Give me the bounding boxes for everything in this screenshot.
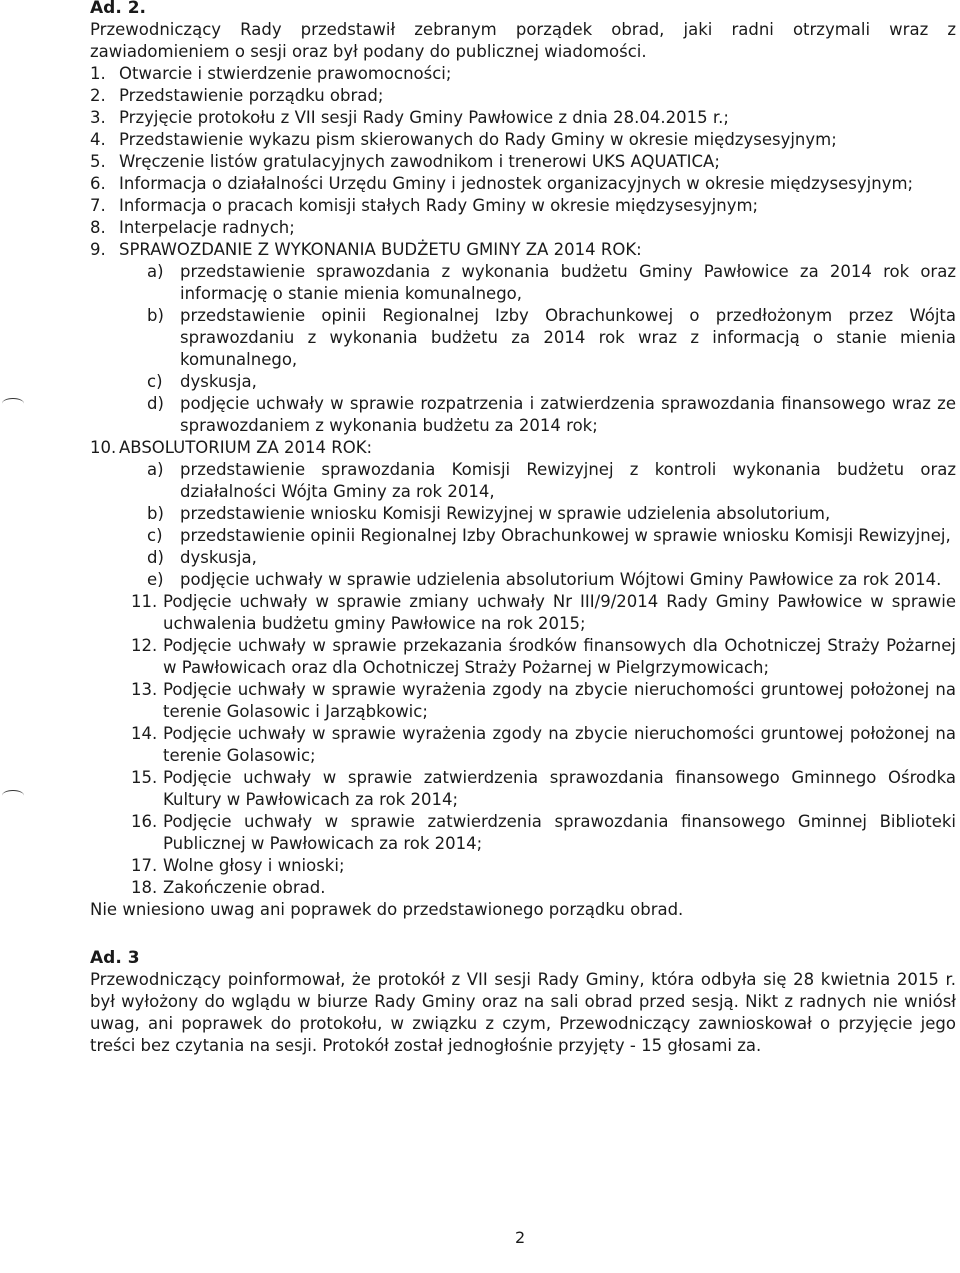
agenda-item (90, 63, 956, 85)
agenda-item (90, 107, 956, 129)
agenda-item (131, 591, 956, 635)
item-number: a) (147, 460, 164, 479)
page-number: 2 (515, 1228, 526, 1247)
agenda-item (131, 877, 956, 899)
agenda-item (131, 767, 956, 811)
item-text: Interpelacje radnych; (119, 218, 295, 237)
section-heading-ad2: Ad. 2. (90, 0, 146, 18)
item-text: przedstawienie opinii Regionalnej Izby Obrachunkowej w sprawie wniosku Komisji Rewizyjnej, (180, 526, 951, 545)
item-number: 12. (131, 636, 158, 655)
item-number: 5. (90, 152, 106, 171)
sub-item (147, 371, 956, 393)
margin-mark (2, 398, 24, 409)
item-number: d) (147, 394, 164, 413)
item-number: d) (147, 548, 164, 567)
document-page (90, 0, 956, 1057)
item-text: Informacja o działalności Urzędu Gminy i jednostek organizacyjnych w okresie międzysesyjnym; (119, 174, 914, 193)
item-text: Otwarcie i stwierdzenie prawomocności; (119, 64, 452, 83)
item-number: c) (147, 372, 163, 391)
item-text: Podjęcie uchwały w sprawie zatwierdzenia sprawozdania finansowego Gminnego Ośrodka Kultury w Pawłowicach za rok 2014; (163, 768, 956, 809)
item-number: b) (147, 504, 164, 523)
agenda-item (90, 217, 956, 239)
ad3-text: Przewodniczący poinformował, że protokół z VII sesji Rady Gminy, która odbyła się 28 kwietnia 2015 r. był wyłożony do wglądu w biurze Rady Gminy oraz na sali obrad przed sesją. Nikt z radnych nie wniósł uwag, ani poprawek do protokołu, w związku z czym, Przewodniczący zawnioskował o przyjęcie jego treści bez czytania na sesji. Protokół został jednogłośnie przyjęty - 15 głosami za. (90, 970, 956, 1055)
agenda-item (90, 85, 956, 107)
item-number: 14. (131, 724, 158, 743)
item-text: Przedstawienie porządku obrad; (119, 86, 384, 105)
item10-sublist (90, 459, 956, 591)
item-number: 4. (90, 130, 106, 149)
item-number: 9. (90, 240, 106, 259)
item-number: 8. (90, 218, 106, 237)
sub-item (147, 569, 956, 591)
ad2-closing: Nie wniesiono uwag ani poprawek do przedstawionego porządku obrad. (90, 900, 684, 919)
item-text: Informacja o pracach komisji stałych Rady Gminy w okresie międzysesyjnym; (119, 196, 759, 215)
agenda-item (131, 679, 956, 723)
item-text: Podjęcie uchwały w sprawie przekazania środków finansowych dla Ochotniczej Straży Pożarnej w Pawłowicach oraz dla Ochotniczej Straży Pożarnej w Pielgrzymowicach; (163, 636, 956, 677)
item-text: przedstawienie sprawozdania z wykonania budżetu Gminy Pawłowice za 2014 rok oraz informację o stanie mienia komunalnego, (180, 262, 956, 303)
agenda-list-continued (90, 591, 956, 899)
item-text: Zakończenie obrad. (163, 878, 326, 897)
sub-item (147, 525, 956, 547)
item-text: przedstawienie sprawozdania Komisji Rewizyjnej z kontroli wykonania budżetu oraz działalności Wójta Gminy za rok 2014, (180, 460, 956, 501)
item-number: 2. (90, 86, 106, 105)
agenda-item (131, 855, 956, 877)
sub-item (147, 261, 956, 305)
agenda-list (90, 63, 956, 261)
item-number: 1. (90, 64, 106, 83)
item-text: ABSOLUTORIUM ZA 2014 ROK: (119, 438, 373, 457)
agenda-item (90, 173, 956, 195)
item-number: 6. (90, 174, 106, 193)
agenda-item-10 (90, 437, 956, 459)
item-number: c) (147, 526, 163, 545)
item-number: 7. (90, 196, 106, 215)
item-text: podjęcie uchwały w sprawie rozpatrzenia i zatwierdzenia sprawozdania finansowego wraz ze sprawozdaniem z wykonania budżetu za 2014 rok; (180, 394, 956, 435)
item-text: dyskusja, (180, 548, 257, 567)
margin-mark (2, 790, 24, 801)
item-text: przedstawienie wniosku Komisji Rewizyjnej w sprawie udzielenia absolutorium, (180, 504, 831, 523)
item-number: 17. (131, 856, 158, 875)
item-text: przedstawienie opinii Regionalnej Izby Obrachunkowej o przedłożonym przez Wójta sprawozdaniu z wykonania budżetu za 2014 rok wraz z informacją o stanie mienia komunalnego, (180, 306, 956, 369)
item-text: Przedstawienie wykazu pism skierowanych do Rady Gminy w okresie międzysesyjnym; (119, 130, 837, 149)
item-number: 3. (90, 108, 106, 127)
agenda-item (90, 151, 956, 173)
item-number: 10. (90, 438, 117, 457)
agenda-item (131, 635, 956, 679)
item-text: Podjęcie uchwały w sprawie wyrażenia zgody na zbycie nieruchomości gruntowej położonej na terenie Golasowic; (163, 724, 956, 765)
agenda-item (90, 195, 956, 217)
item-text: Wręczenie listów gratulacyjnych zawodnikom i trenerowi UKS AQUATICA; (119, 152, 720, 171)
agenda-item (90, 239, 956, 261)
agenda-item (90, 129, 956, 151)
sub-item (147, 459, 956, 503)
section-heading-ad3: Ad. 3 (90, 948, 140, 968)
item-text: Podjęcie uchwały w sprawie zatwierdzenia sprawozdania finansowego Gminnej Biblioteki Publicznej w Pawłowicach za rok 2014; (163, 812, 956, 853)
item-text: SPRAWOZDANIE Z WYKONANIA BUDŻETU GMINY ZA 2014 ROK: (119, 240, 642, 259)
item-number: b) (147, 306, 164, 325)
item-number: 15. (131, 768, 158, 787)
item-text: Podjęcie uchwały w sprawie zmiany uchwały Nr III/9/2014 Rady Gminy Pawłowice w sprawie uchwalenia budżetu gminy Pawłowice na rok 2015; (163, 592, 956, 633)
agenda-item (131, 723, 956, 767)
agenda-item (131, 811, 956, 855)
sub-item (147, 503, 956, 525)
ad2-intro: Przewodniczący Rady przedstawił zebranym porządek obrad, jaki radni otrzymali wraz z zawiadomieniem o sesji oraz był podany do publicznej wiadomości. (90, 20, 956, 61)
item-number: e) (147, 570, 164, 589)
item-number: 11. (131, 592, 158, 611)
item-number: a) (147, 262, 164, 281)
item-text: dyskusja, (180, 372, 257, 391)
sub-item (147, 547, 956, 569)
item-text: podjęcie uchwały w sprawie udzielenia absolutorium Wójtowi Gminy Pawłowice za rok 2014. (180, 570, 942, 589)
item-text: Wolne głosy i wnioski; (163, 856, 345, 875)
sub-item (147, 393, 956, 437)
sub-item (147, 305, 956, 371)
item-number: 18. (131, 878, 158, 897)
item9-sublist (90, 261, 956, 437)
item-text: Przyjęcie protokołu z VII sesji Rady Gminy Pawłowice z dnia 28.04.2015 r.; (119, 108, 729, 127)
item-text: Podjęcie uchwały w sprawie wyrażenia zgody na zbycie nieruchomości gruntowej położonej na terenie Golasowic i Jarząbkowic; (163, 680, 956, 721)
item-number: 13. (131, 680, 158, 699)
item-number: 16. (131, 812, 158, 831)
